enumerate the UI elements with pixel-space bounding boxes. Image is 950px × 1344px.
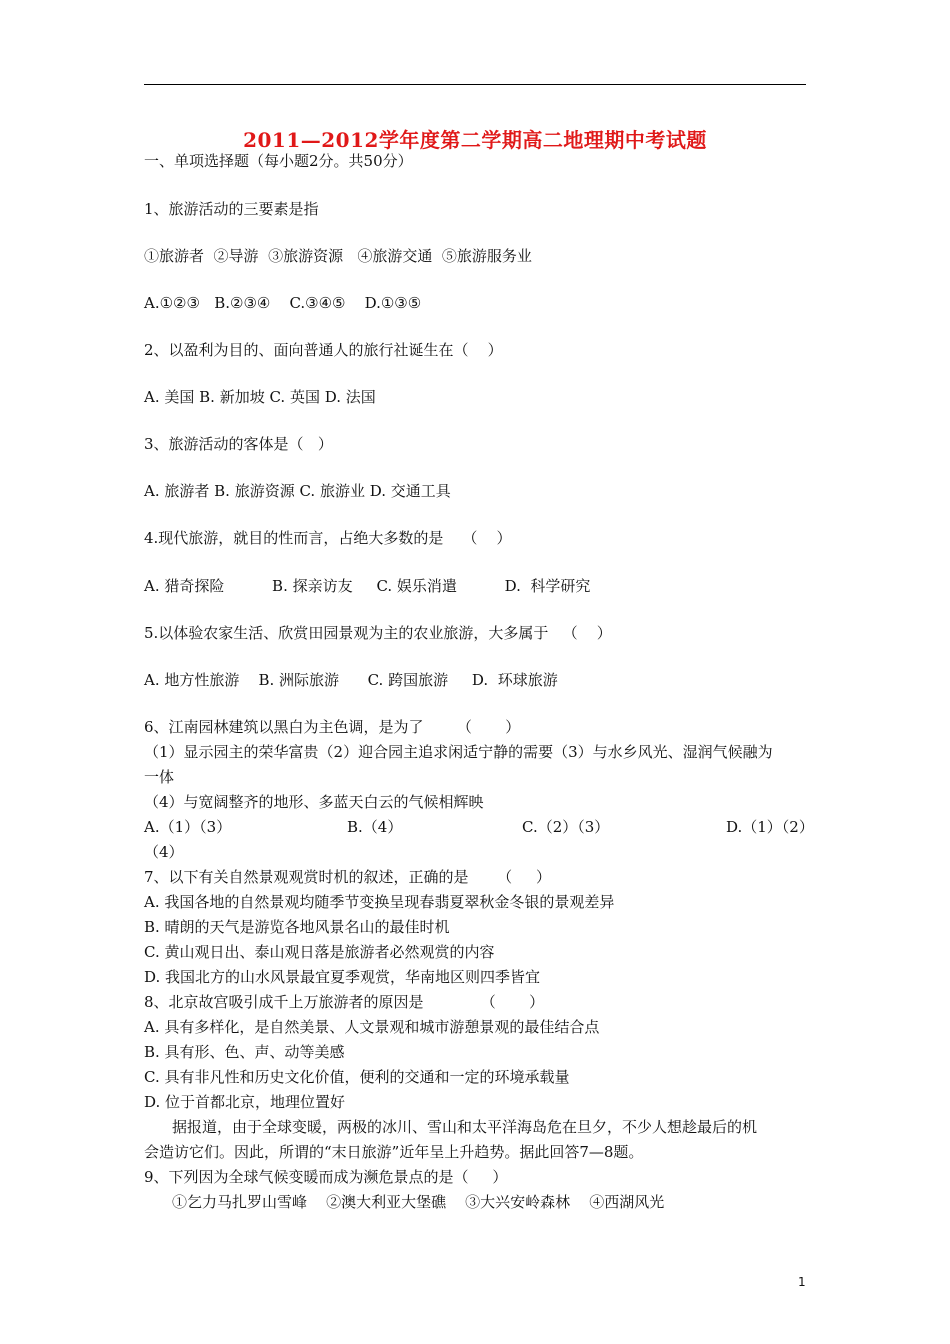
q8-option-b: B. 具有形、色、声、动等美感 xyxy=(144,1043,345,1061)
q8-stem: 8、北京故宫吸引成千上万旅游者的原因是 （ ） xyxy=(144,993,545,1011)
q7-stem: 7、以下有关自然景观观赏时机的叙述，正确的是 （ ） xyxy=(144,868,551,886)
q1-options: A.①②③ B.②③④ C.③④⑤ D.①③⑤ xyxy=(144,294,422,312)
page-title: 2011—2012学年度第二学期高二地理期中考试题 xyxy=(243,128,707,152)
q6-option-d-cont: （4） xyxy=(144,843,184,861)
passage-line1: 据报道，由于全球变暖，两极的冰川、雪山和太平洋海岛危在旦夕，不少人想趁最后的机 xyxy=(172,1118,758,1136)
q7-option-a: A. 我国各地的自然景观均随季节变换呈现春翡夏翠秋金冬银的景观差异 xyxy=(144,893,615,911)
q6-line1-cont: 一体 xyxy=(144,768,175,786)
q2-stem: 2、以盈利为目的、面向普通人的旅行社诞生在（ ） xyxy=(144,341,503,359)
q1-stem: 1、旅游活动的三要素是指 xyxy=(144,200,319,218)
q6-line1: （1）显示园主的荣华富贵（2）迎合园主追求闲适宁静的需要（3）与水乡风光、湿润气候融为 xyxy=(144,743,773,761)
q6-line2: （4）与宽阔整齐的地形、多蓝天白云的气候相辉映 xyxy=(144,793,484,811)
q6-stem: 6、江南园林建筑以黑白为主色调，是为了 （ ） xyxy=(144,718,521,736)
q6-option-a: A.（1）（3） xyxy=(144,818,232,836)
q5-options: A. 地方性旅游 B. 洲际旅游 C. 跨国旅游 D. 环球旅游 xyxy=(144,671,558,689)
q9-stem: 9、下列因为全球气候变暖而成为濒危景点的是（ ） xyxy=(144,1168,508,1186)
q3-stem: 3、旅游活动的客体是（ ） xyxy=(144,435,333,453)
q1-items: ①旅游者 ②导游 ③旅游资源 ④旅游交通 ⑤旅游服务业 xyxy=(144,247,532,265)
passage-line2: 会造访它们。因此，所谓的“末日旅游”近年呈上升趋势。据此回答7—8题。 xyxy=(144,1143,644,1161)
header-rule xyxy=(144,84,806,85)
q8-option-d: D. 位于首都北京，地理位置好 xyxy=(144,1093,346,1111)
q6-option-b: B.（4） xyxy=(347,818,403,836)
q7-option-b: B. 晴朗的天气是游览各地风景名山的最佳时机 xyxy=(144,918,450,936)
q9-items: ①乞力马扎罗山雪峰 ②澳大利亚大堡礁 ③大兴安岭森林 ④西湖风光 xyxy=(172,1193,665,1211)
q8-option-a: A. 具有多样化，是自然美景、人文景观和城市游憩景观的最佳结合点 xyxy=(144,1018,600,1036)
q5-stem: 5.以体验农家生活、欣赏田园景观为主的农业旅游，大多属于 （ ） xyxy=(144,624,612,642)
q2-options: A. 美国 B. 新加坡 C. 英国 D. 法国 xyxy=(144,388,376,406)
q3-options: A. 旅游者 B. 旅游资源 C. 旅游业 D. 交通工具 xyxy=(144,482,451,500)
page-number: 1 xyxy=(798,1275,806,1289)
q7-option-c: C. 黄山观日出、泰山观日落是旅游者必然观赏的内容 xyxy=(144,943,495,961)
q6-option-d: D.（1）（2） xyxy=(726,818,814,836)
q8-option-c: C. 具有非凡性和历史文化价值，便利的交通和一定的环境承载量 xyxy=(144,1068,570,1086)
q7-option-d: D. 我国北方的山水风景最宜夏季观赏，华南地区则四季皆宜 xyxy=(144,968,541,986)
section-heading: 一、单项选择题（每小题2分。共50分） xyxy=(144,152,413,170)
q4-options: A. 猎奇探险 B. 探亲访友 C. 娱乐消遣 D. 科学研究 xyxy=(144,577,591,595)
q6-option-c: C.（2）（3） xyxy=(522,818,610,836)
q4-stem: 4.现代旅游，就目的性而言，占绝大多数的是 （ ） xyxy=(144,529,512,547)
